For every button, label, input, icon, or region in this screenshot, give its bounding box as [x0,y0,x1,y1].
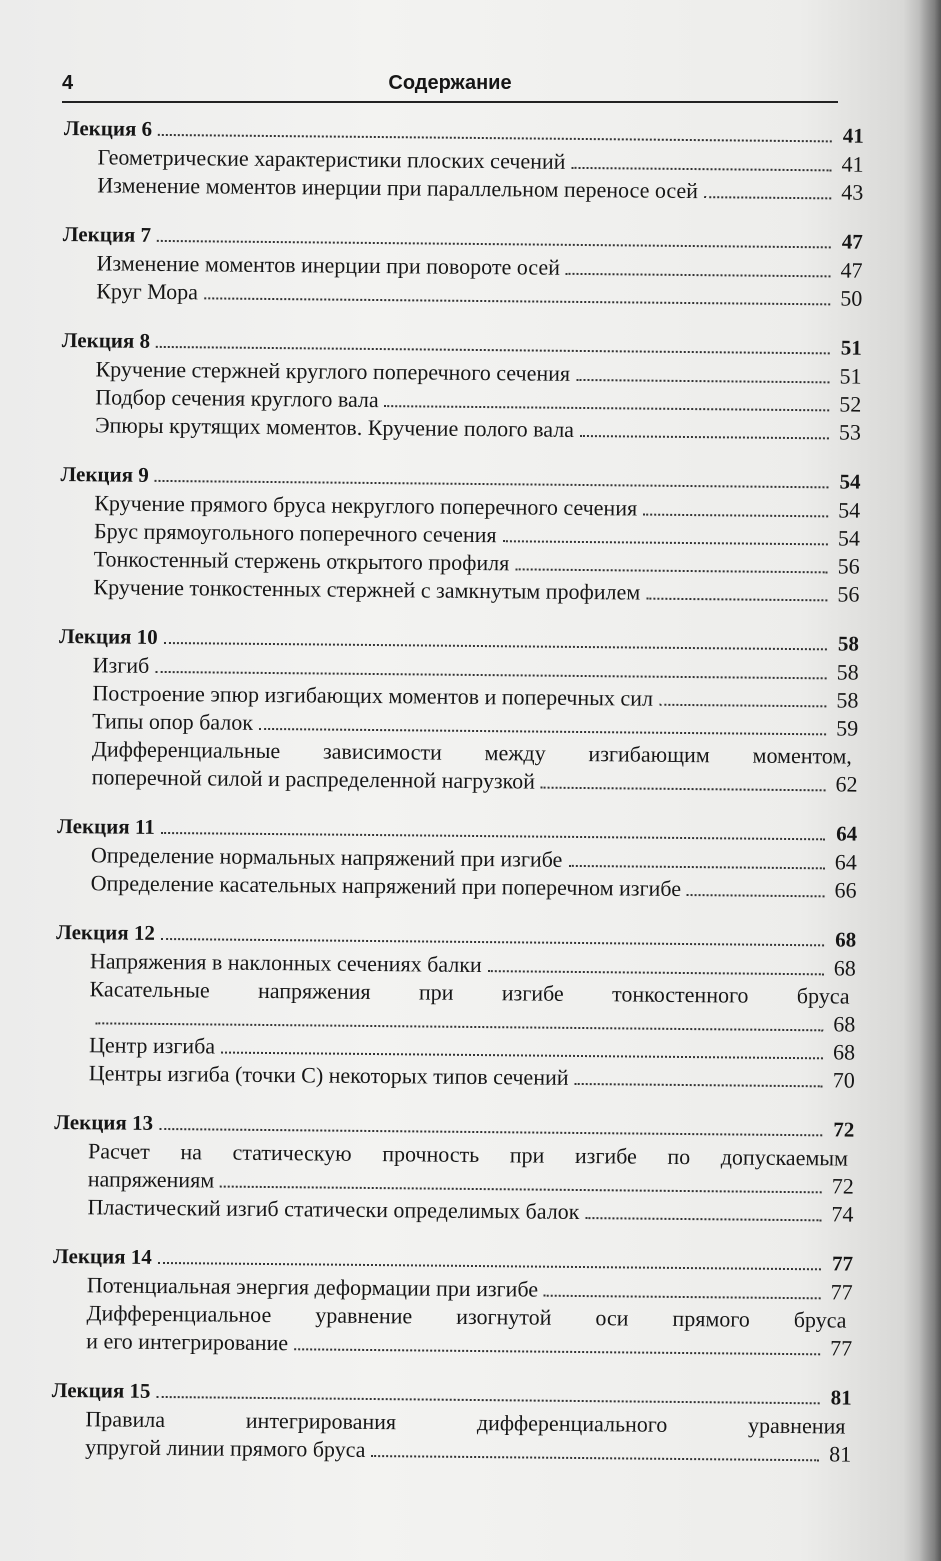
toc-entry-text: Расчет на статическую прочность при изгибе по допускаемым [87,1138,849,1171]
toc-entry-page-number: 74 [831,1201,854,1227]
toc-entry-text: Касательные напряжения при изгибе тонкостенного бруса [89,976,850,1009]
lecture-section [53,1110,854,1230]
lecture-section [62,222,863,314]
lecture-section [55,920,857,1096]
toc-entry-text: Центр изгиба [88,1032,216,1059]
toc-entry-text: упругой линии прямого бруса [85,1434,366,1462]
lecture-title: Лекция 12 [56,919,156,945]
dot-leader [156,1380,819,1404]
toc-entry-page-number: 77 [830,1279,853,1305]
toc-entry-page-number: 62 [835,771,858,797]
toc-entry-text: поперечной силой и распределенной нагрузкой [91,764,536,794]
toc-entry-page-number: 68 [833,1011,856,1037]
toc-entry-page-number: 41 [841,151,864,177]
dot-leader [704,180,831,199]
lecture-page-number: 41 [842,123,864,148]
dot-leader [95,1006,823,1031]
toc-entry-page-number: 68 [833,955,856,981]
lecture-page-number: 64 [836,821,858,846]
toc-entry-text: Дифференциальное уравнение изогнутой оси прямого бруса [86,1300,847,1333]
dot-leader [659,688,827,708]
toc-entry-text: Определение нормальных напряжений при изгибе [90,842,563,872]
toc-entry-text: Типы опор балок [92,708,254,735]
lecture-page-number: 47 [841,229,863,254]
lecture-title: Лекция 11 [57,813,155,839]
toc-entry-page-number: 64 [834,849,857,875]
toc-entry-text: Тонкостенный стержень открытого профиля [93,546,510,576]
dot-leader [643,498,828,518]
lecture-section [61,328,862,448]
toc-entry-text: Эпюры крутящих моментов. Кручение полого вала [94,412,575,442]
toc-entry-text: Построение эпюр изгибающих моментов и поперечных сил [92,680,654,711]
toc-entry-page-number: 58 [836,659,859,685]
toc-entry-page-number: 54 [838,497,861,523]
dot-leader [164,626,827,650]
dot-leader [221,1036,823,1060]
dot-leader [580,419,829,439]
lecture-page-number: 51 [840,335,862,360]
toc-entry-text: Кручение тонкостенных стержней с замкнутым профилем [93,574,641,605]
lecture-title: Лекция 8 [61,327,151,353]
toc-entry-text: Изменение моментов инерции при параллельном переносе осей [97,172,699,204]
toc-entry-page-number: 50 [840,285,863,311]
dot-leader [158,118,832,142]
toc-entry-text: Дифференциальные зависимости между изгибающим моментом, [91,736,853,769]
toc-entry-page-number: 54 [837,525,861,551]
dot-leader [155,655,827,679]
toc-entry-page-number: 58 [836,687,859,713]
lecture-title: Лекция 14 [52,1243,152,1269]
toc-entry-text: Определение касательных напряжений при поперечном изгибе [90,870,682,901]
toc-entry-page-number: 81 [829,1441,852,1467]
lecture-page-number: 54 [839,469,861,494]
table-of-contents [51,116,864,1492]
toc-entry-text: Подбор сечения круглого вала [95,384,379,413]
toc-entry-text: Изменение моментов инерции при повороте осей [96,250,561,280]
lecture-page-number: 81 [830,1385,852,1410]
lecture-title: Лекция 15 [51,1377,151,1403]
dot-leader [576,363,830,383]
dot-leader [687,878,825,897]
lecture-section [59,462,860,610]
toc-entry-page-number: 72 [831,1173,854,1199]
dot-leader [568,849,825,869]
dot-leader [155,464,829,488]
toc-entry-text: Центры изгиба (точки C) некоторых типов сечений [88,1060,569,1090]
page-header [62,72,838,102]
toc-entry-page-number: 70 [832,1067,855,1093]
toc-entry-text: Кручение стержней круглого поперечного сечения [95,356,571,386]
lecture-page-number: 72 [833,1117,855,1142]
lecture-title: Лекция 6 [63,116,153,141]
lecture-section [51,1378,852,1470]
lecture-title: Лекция 9 [60,461,149,487]
page-title: Содержание [388,72,512,94]
dot-leader [575,1067,823,1087]
dot-leader [156,330,830,354]
dot-leader [571,151,831,171]
dot-leader [294,1332,820,1355]
lecture-section [52,1244,853,1364]
toc-entry-text: Брус прямоугольного поперечного сечения [93,518,497,548]
toc-entry-page-number: 53 [838,419,862,445]
toc-entry-text: Пластический изгиб статически определимых балок [87,1194,580,1224]
dot-leader [158,1246,821,1270]
toc-entry-page-number: 59 [836,715,859,741]
toc-entry-page-number: 77 [830,1335,853,1361]
lecture-page-number: 77 [831,1251,854,1276]
lecture-section [56,814,857,906]
lecture-page-number: 68 [835,927,857,952]
toc-entry-text: Кручение прямого бруса некруглого поперечного сечения [94,490,638,521]
dot-leader [220,1170,822,1194]
dot-leader [159,1112,822,1136]
dot-leader [541,771,826,792]
toc-entry-text: Геометрические характеристики плоских сечений [97,144,566,174]
dot-leader [371,1439,819,1461]
page-number: 4 [62,72,74,94]
dot-leader [259,712,826,735]
dot-leader [515,552,828,573]
header-rule [62,101,838,103]
toc-entry-page-number: 51 [839,363,862,389]
toc-entry-text: Изгиб [92,652,150,678]
lecture-section [63,116,864,208]
toc-entry-page-number: 52 [839,391,862,417]
dot-leader [503,524,829,545]
dot-leader [161,922,824,946]
dot-leader [646,582,827,602]
toc-entry-page-number: 56 [837,553,860,579]
lecture-title: Лекция 13 [54,1109,154,1135]
dot-leader [157,224,831,248]
lecture-title: Лекция 10 [58,623,158,649]
dot-leader [488,954,824,975]
toc-entry-page-number: 68 [832,1039,856,1065]
dot-leader [385,389,830,411]
toc-entry-text: и его интегрирование [86,1328,289,1356]
dot-leader [585,1201,821,1221]
dot-leader [566,257,831,278]
toc-entry-text: Правила интегрирования дифференциального уравнения [85,1406,846,1439]
toc-entry-text: Круг Мора [96,278,199,305]
dot-leader [544,1279,821,1300]
toc-entry-text: Напряжения в наклонных сечениях балки [89,948,482,978]
dot-leader [204,281,830,305]
page-edge-shadow [919,0,941,1561]
toc-entry-page-number: 43 [841,179,864,205]
toc-entry-page-number: 56 [837,581,860,607]
lecture-section [58,624,860,800]
lecture-title: Лекция 7 [62,221,152,247]
dot-leader [161,816,826,840]
toc-entry-text: напряжениям [87,1166,215,1193]
toc-entry-page-number: 66 [834,877,857,903]
toc-entry-page-number: 47 [840,257,863,283]
lecture-page-number: 58 [837,631,860,656]
toc-entry-text: Потенциальная энергия деформации при изгибе [86,1272,539,1302]
